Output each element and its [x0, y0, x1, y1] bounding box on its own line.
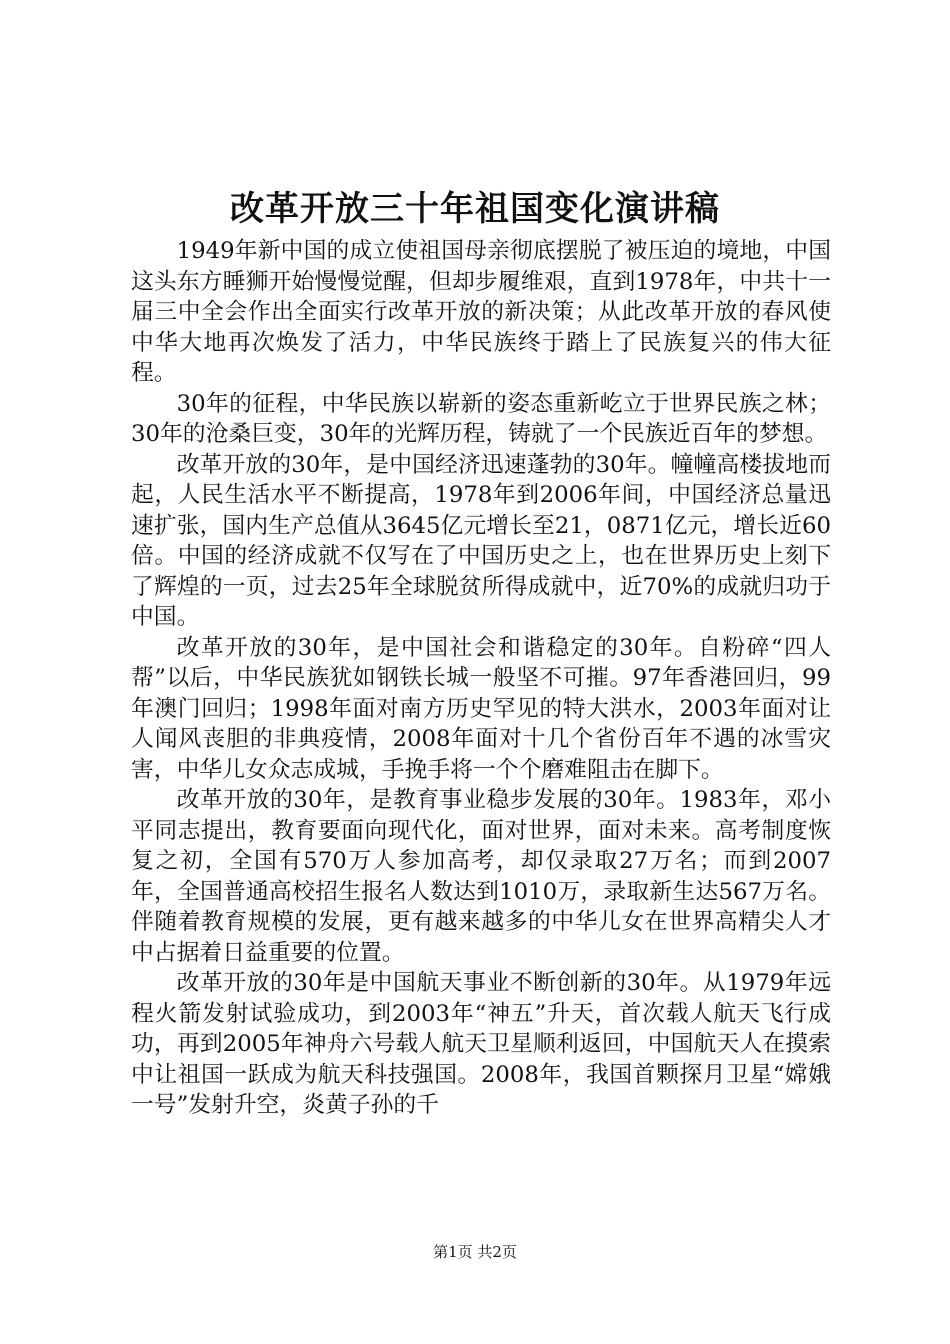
paragraph: 1949年新中国的成立使祖国母亲彻底摆脱了被压迫的境地，中国这头东方睡狮开始慢慢觉醒，但却步履维艰，直到1978年，中共十一届三中全会作出全面实行改革开放的新决策；从此改革开放的春风使中华大地再次焕发了活力，中华民族终于踏上了民族复兴的伟大征程。 — [131, 238, 831, 386]
document-title: 改革开放三十年祖国变化演讲稿 — [230, 189, 720, 229]
paragraph: 改革开放的30年，是教育事业稳步发展的30年。1983年，邓小平同志提出，教育要面向现代化，面对世界，面对未来。高考制度恢复之初，全国有570万人参加高考，却仅录取27万名；而到2007年，全国普通高校招生报名人数达到1010万，录取新生达567万名。伴随着教育规模的发展，更有越来越多的中华儿女在世界高精尖人才中占据着日益重要的位置。 — [131, 787, 831, 966]
page-footer: 第1页 共2页 — [433, 1243, 517, 1261]
paragraph: 改革开放的30年，是中国经济迅速蓬勃的30年。幢幢高楼拔地而起，人民生活水平不断提高，1978年到2006年间，中国经济总量迅速扩张，国内生产总值从3645亿元增长至21，0871亿元，增长近60倍。中国的经济成就不仅写在了中国历史之上，也在世界历史上刻下了辉煌的一页，过去25年全球脱贫所得成就中，近70%的成就归功于中国。 — [131, 451, 831, 630]
paragraph: 改革开放的30年，是中国社会和谐稳定的30年。自粉碎“四人帮”以后，中华民族犹如钢铁长城一般坚不可摧。97年香港回归，99年澳门回归；1998年面对南方历史罕见的特大洪水，2003年面对让人闻风丧胆的非典疫情，2008年面对十几个省份百年不遇的冰雪灾害，中华儿女众志成城，手挽手将一个个磨难阻击在脚下。 — [131, 634, 831, 783]
paragraph: 30年的征程，中华民族以崭新的姿态重新屹立于世界民族之林；30年的沧桑巨变，30年的光辉历程，铸就了一个民族近百年的梦想。 — [131, 390, 831, 447]
paragraph: 改革开放的30年是中国航天事业不断创新的30年。从1979年远程火箭发射试验成功，到2003年“神五”升天，首次载人航天飞行成功，再到2005年神舟六号载人航天卫星顺利返回，中国航天人在摸索中让祖国一跃成为航天科技强国。2008年，我国首颗探月卫星“嫦娥一号”发射升空，炎黄子孙的千 — [131, 970, 831, 1118]
document-body — [131, 236, 831, 1121]
